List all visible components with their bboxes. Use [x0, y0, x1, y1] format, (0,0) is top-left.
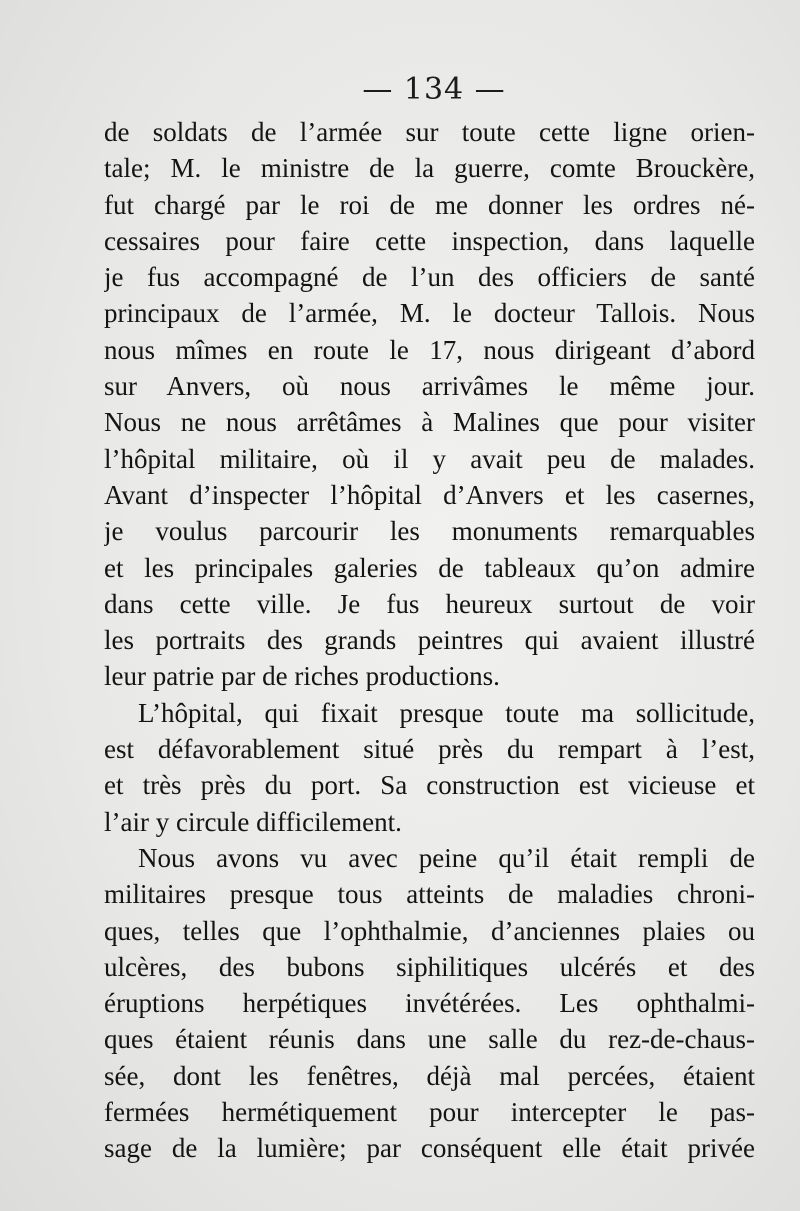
text-line: cessaires pour faire cette inspection, dans laquelle [104, 225, 755, 256]
text-line: tale; M. le ministre de la guerre, comte Brouckère, [104, 153, 755, 184]
text-line: L’hôpital, qui fixait presque toute ma sollicitude, [138, 697, 755, 728]
text-line: je fus accompagné de l’un des officiers de santé [104, 262, 755, 293]
text-line: sage de la lumière; par conséquent elle était privée [104, 1133, 755, 1164]
text-line: sur Anvers, où nous arrivâmes le même jour. [104, 371, 755, 402]
text-line: Nous ne nous arrêtâmes à Malines que pour visiter [104, 407, 755, 438]
text-line: dans cette ville. Je fus heureux surtout de voir [104, 588, 755, 619]
text-line: ques étaient réunis dans une salle du rez-de-chaus- [104, 1024, 755, 1055]
page-number: — 134 — [362, 72, 506, 107]
text-line: et très près du port. Sa construction est vicieuse et [104, 770, 755, 801]
text-line: principaux de l’armée, M. le docteur Tallois. Nous [104, 298, 755, 329]
text-line: ulcères, des bubons siphilitiques ulcérés et des [104, 951, 755, 982]
text-line: de soldats de l’armée sur toute cette ligne orien- [104, 117, 755, 147]
text-line: Avant d’inspecter l’hôpital d’Anvers et les casernes, [104, 479, 755, 510]
text-line: l’air y circule difficilement. [104, 806, 402, 837]
text-line: fut chargé par le roi de me donner les ordres né- [104, 189, 755, 220]
text-line: éruptions herpétiques invétérées. Les ophthalmi- [104, 988, 755, 1019]
text-line: est défavorablement situé près du rempart à l’est, [104, 734, 755, 765]
text-line: nous mîmes en route le 17, nous dirigeant d’abord [104, 334, 755, 365]
text-line: et les principales galeries de tableaux qu’on admire [104, 552, 755, 583]
text-line: je voulus parcourir les monuments remarquables [104, 516, 755, 547]
text-line: sée, dont les fenêtres, déjà mal percées, étaient [104, 1060, 755, 1091]
text-line: leur patrie par de riches productions. [104, 661, 500, 692]
text-line: les portraits des grands peintres qui avaient illustré [104, 625, 755, 656]
text-line: ques, telles que l’ophthalmie, d’anciennes plaies ou [104, 915, 755, 946]
text-line: l’hôpital militaire, où il y avait peu de malades. [104, 443, 755, 474]
text-line: militaires presque tous atteints de maladies chroni- [104, 879, 755, 910]
body-text [104, 114, 755, 1167]
text-line: fermées hermétiquement pour intercepter le pas- [104, 1097, 755, 1128]
text-line: Nous avons vu avec peine qu’il était rempli de [138, 842, 755, 873]
